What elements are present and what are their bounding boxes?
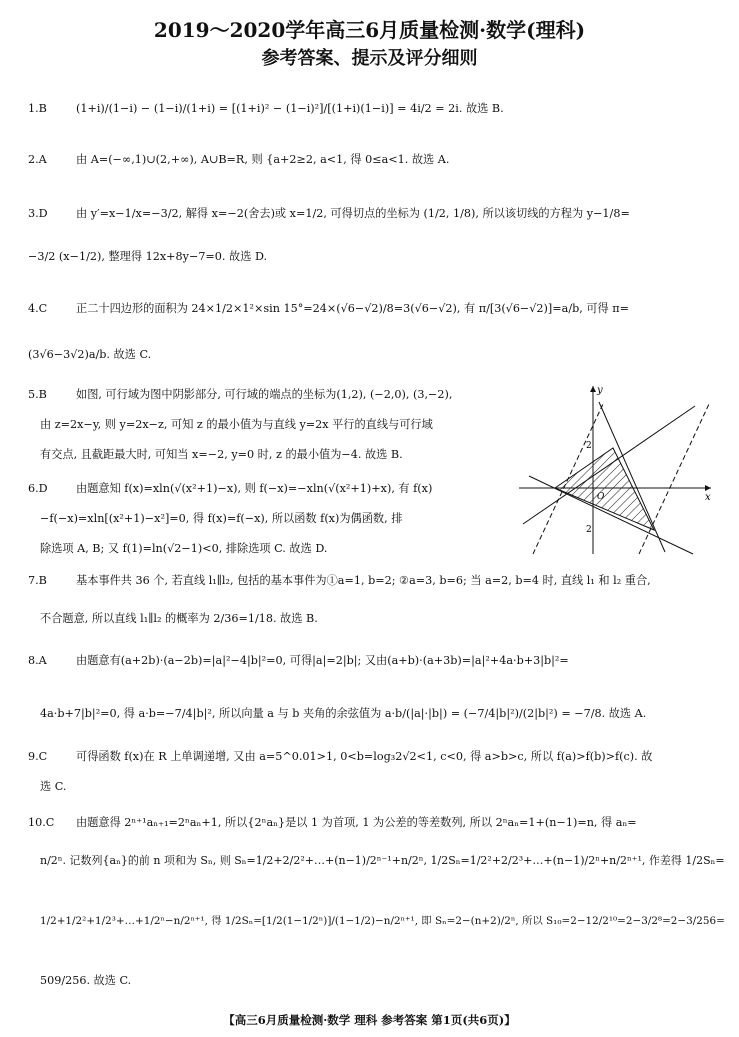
answer-text: −3/2 (x−1/2), 整理得 12x+8y−7=0. 故选 D. [28,250,268,263]
answer-7 [28,572,651,590]
answer-5-cont-2 [40,446,403,464]
y-axis-arrow [590,386,596,392]
answer-text: n/2ⁿ. 记数列{aₙ}的前 n 项和为 Sₙ, 则 Sₙ=1/2+2/2²+…+(n−1)/2ⁿ⁻¹+n/2ⁿ, 1/2Sₙ=1/2²+2/2³+…+(n−1)/2ⁿ+n/2ⁿ⁺¹, 作差得 1/2Sₙ= [40,854,725,867]
answer-2 [28,151,449,169]
feasible-region-figure [515,382,715,558]
answer-number: 1.B [28,102,47,115]
answer-8 [28,652,569,670]
answer-text: 如图, 可行域为图中阴影部分, 可行域的端点的坐标为(1,2), (−2,0), (3,−2), [76,388,453,401]
x-axis-arrow [705,485,711,491]
answer-text: 基本事件共 36 个, 若直线 l₁∥l₂, 包括的基本事件为①a=1, b=2; ②a=3, b=6; 当 a=2, b=4 时, 直线 l₁ 和 l₂ 重合, [76,574,651,587]
answer-text: 4a·b+7|b|²=0, 得 a·b=−7/4|b|², 所以向量 a 与 b 夹角的余弦值为 a·b/(|a|·|b|) = (−7/4|b|²)/(2|b|²) = −7/8. 故选 A. [40,707,647,720]
answer-6-cont-2 [40,540,327,558]
answer-number: 7.B [28,574,47,587]
answer-text: 除选项 A, B; 又 f(1)=ln(√2−1)<0, 排除选项 C. 故选 D. [40,542,328,555]
answer-5 [28,386,452,404]
answer-9-cont [40,778,66,796]
y-tick-label: 2 [586,525,592,535]
answer-text: 选 C. [40,780,67,793]
answer-number: 2.A [28,153,47,166]
answer-10 [28,814,637,832]
answer-number: 8.A [28,654,47,667]
answer-number: 10.C [28,816,55,829]
y-tick-label: 2 [586,441,592,451]
answer-7-cont [40,610,318,628]
answer-4 [28,300,629,318]
answer-6-cont-1 [40,510,402,528]
answer-text: 可得函数 f(x)在 R 上单调递增, 又由 a=5^0.01>1, 0<b=log₃2√2<1, c<0, 得 a>b>c, 所以 f(a)>f(b)>f(c). 故 [76,750,653,763]
answer-8-cont [40,705,646,723]
answer-number: 3.D [28,207,48,220]
answer-number: 6.D [28,482,48,495]
answer-text: (1+i)/(1−i) − (1−i)/(1+i) = [(1+i)² − (1−i)²]/[(1+i)(1−i)] = 4i/2 = 2i. 故选 B. [76,102,504,115]
answer-text: 有交点, 且截距最大时, 可知当 x=−2, y=0 时, z 的最小值为−4. 故选 B. [40,448,403,461]
y-axis-label: y [597,385,603,396]
answer-number: 5.B [28,388,47,401]
shaded-region [555,448,654,530]
answer-text: −f(−x)=xln[(x²+1)−x²]=0, 得 f(x)=f(−x), 所以函数 f(x)为偶函数, 排 [40,512,403,525]
x-axis-label: x [705,492,711,503]
answer-text: 由题意有(a+2b)·(a−2b)=|a|²−4|b|²=0, 可得|a|=2|b|; 又由(a+b)·(a+3b)=|a|²+4a·b+3|b|²= [76,654,569,667]
answer-9 [28,748,652,766]
answer-6 [28,480,432,498]
answer-text: 由 A=(−∞,1)∪(2,+∞), A∪B=R, 则 {a+2≥2, a<1, 得 0≤a<1. 故选 A. [76,153,450,166]
page-title: 2019～2020学年高三6月质量检测·数学(理科) [153,18,586,42]
coordinate-plot [515,382,715,558]
answer-number: 4.C [28,302,48,315]
answer-text: 由题意得 2ⁿ⁺¹aₙ₊₁=2ⁿaₙ+1, 所以{2ⁿaₙ}是以 1 为首项, 1 为公差的等差数列, 所以 2ⁿaₙ=1+(n−1)=n, 得 aₙ= [76,816,637,829]
answer-text: 1/2+1/2²+1/2³+…+1/2ⁿ−n/2ⁿ⁺¹, 得 1/2Sₙ=[1/2(1−1/2ⁿ)]/(1−1/2)−n/2ⁿ⁺¹, 即 Sₙ=2−(n+2)/2ⁿ, 所以 S₁₀=2−12/2¹⁰=2−3/2⁸=2−3/256= [40,915,725,927]
answer-text: 由 y′=x−1/x=−3/2, 解得 x=−2(舍去)或 x=1/2, 可得切点的坐标为 (1/2, 1/8), 所以该切线的方程为 y−1/8= [76,207,630,220]
page-footer: 【高三6月质量检测·数学 理科 参考答案 第1页(共6页)】 [223,1013,516,1027]
answer-4-cont [28,346,151,364]
answer-number: 9.C [28,750,48,763]
answer-1 [28,100,504,118]
answer-text: 由题意知 f(x)=xln(√(x²+1)−x), 则 f(−x)=−xln(√(x²+1)+x), 有 f(x) [76,482,433,495]
answer-10-cont-3 [40,972,131,990]
answer-10-cont-1 [40,852,725,870]
answer-text: 正二十四边形的面积为 24×1/2×1²×sin 15°=24×(√6−√2)/8=3(√6−√2), 有 π/[3(√6−√2)]=a/b, 可得 π= [76,302,630,315]
answer-3 [28,205,630,223]
answer-text: 509/256. 故选 C. [40,974,132,987]
answer-3-cont [28,248,267,266]
answer-10-cont-2 [40,912,725,930]
answer-text: 不合题意, 所以直线 l₁∥l₂ 的概率为 2/36=1/18. 故选 B. [40,612,318,625]
page-subtitle: 参考答案、提示及评分细则 [261,48,478,69]
answer-5-cont-1 [40,416,433,434]
answer-text: (3√6−3√2)a/b. 故选 C. [28,348,152,361]
objective-line [639,404,709,554]
answer-text: 由 z=2x−y, 则 y=2x−z, 可知 z 的最小值为与直线 y=2x 平行的直线与可行域 [40,418,433,431]
